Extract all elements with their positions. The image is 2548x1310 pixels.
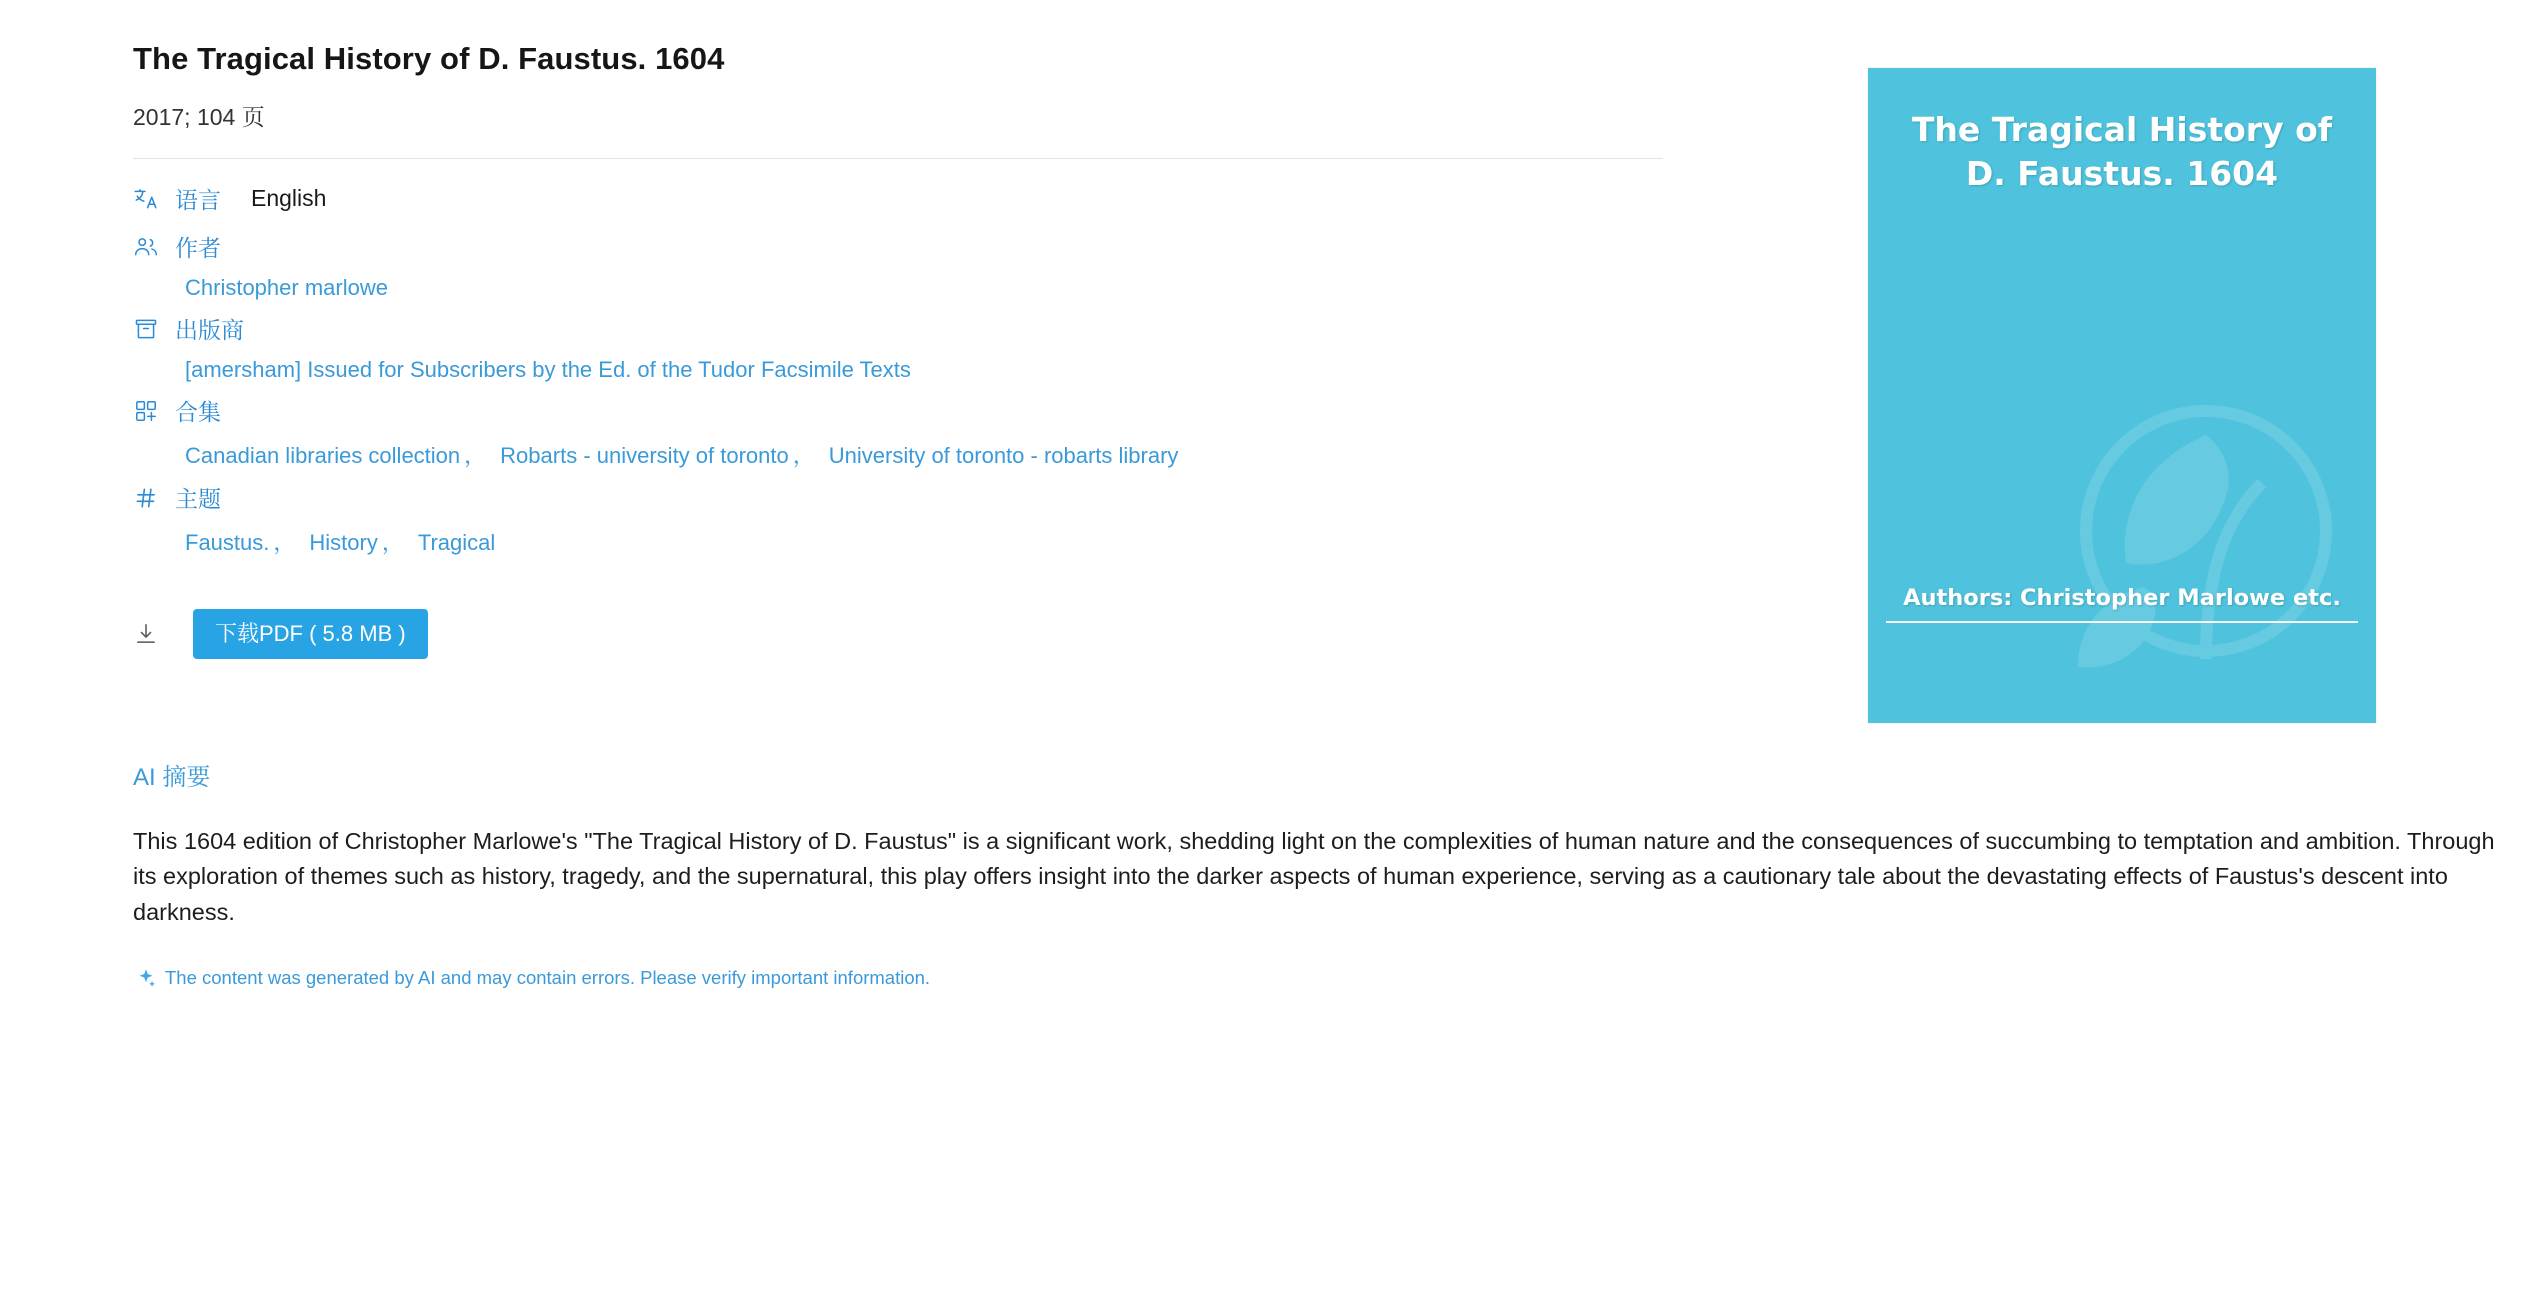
metadata-row-language bbox=[133, 179, 1663, 219]
value-separator: ， bbox=[464, 442, 487, 468]
value-separator: ， bbox=[273, 529, 296, 555]
metadata-label: 主题 bbox=[175, 486, 221, 513]
ai-summary-text: This 1604 edition of Christopher Marlowe's "The Tragical History of D. Faustus" is a significant work, shedding light on the complexities of human nature and the consequences of succumbing to temptation and ambition. Through its exploration of themes such as history, tragedy, and the supernatural, this play offers insight into the darker aspects of human experience, serving as a cautionary tale about the devastating effects of Faustus's descent into darkness. bbox=[133, 827, 2495, 926]
book-cover-image bbox=[1868, 68, 2376, 723]
subject-link[interactable]: Faustus. bbox=[185, 529, 270, 555]
ai-disclaimer bbox=[133, 965, 1663, 991]
metadata-values bbox=[133, 526, 1663, 557]
collection-link[interactable]: Canadian libraries collection bbox=[185, 442, 461, 468]
document-subtitle: 2017; 104 页 bbox=[133, 103, 265, 130]
collection-icon bbox=[133, 396, 167, 426]
translate-icon bbox=[133, 184, 167, 214]
cover-title: The Tragical History of D. Faustus. 1604 bbox=[1911, 110, 2333, 193]
cover-authors: Authors: Christopher Marlowe etc. bbox=[1903, 585, 2341, 611]
sparkle-icon bbox=[133, 965, 159, 991]
hash-icon bbox=[133, 483, 167, 513]
metadata-row-authors bbox=[133, 227, 1663, 301]
cover-rule bbox=[1886, 621, 2358, 623]
publisher-link[interactable]: [amersham] Issued for Subscribers by the Ed. of the Tudor Facsimile Texts bbox=[185, 356, 911, 382]
metadata-label: 合集 bbox=[175, 399, 221, 426]
collection-link[interactable]: Robarts - university of toronto bbox=[500, 442, 789, 468]
metadata-row-header bbox=[133, 227, 1663, 267]
metadata-list bbox=[133, 179, 1663, 557]
download-row bbox=[133, 609, 1663, 659]
metadata-row-header bbox=[133, 309, 1663, 349]
ai-summary-heading: AI 摘要 bbox=[133, 763, 211, 791]
metadata-label: 作者 bbox=[175, 235, 221, 262]
metadata-value-language: English bbox=[251, 185, 327, 212]
page-title: The Tragical History of D. Faustus. 1604 bbox=[133, 41, 725, 76]
metadata-row-header bbox=[133, 478, 1663, 518]
metadata-row-collections bbox=[133, 391, 1663, 470]
header-divider bbox=[133, 158, 1663, 159]
collection-link[interactable]: University of toronto - robarts library bbox=[828, 442, 1179, 468]
metadata-values bbox=[133, 357, 1663, 383]
authors-icon bbox=[133, 232, 167, 262]
subject-link[interactable]: Tragical bbox=[417, 529, 496, 555]
publisher-icon bbox=[133, 314, 167, 344]
metadata-values bbox=[133, 275, 1663, 301]
value-separator: ， bbox=[792, 442, 815, 468]
download-icon bbox=[133, 619, 167, 649]
decorative-leaf-icon bbox=[2006, 363, 2376, 723]
metadata-values bbox=[133, 439, 1663, 470]
value-separator: ， bbox=[381, 529, 404, 555]
metadata-row-header bbox=[133, 391, 1663, 431]
ai-disclaimer-text: The content was generated by AI and may contain errors. Please verify important information. bbox=[165, 966, 931, 988]
metadata-row-subjects bbox=[133, 478, 1663, 557]
book-cover[interactable] bbox=[1868, 68, 2376, 723]
metadata-label: 语言 bbox=[175, 187, 221, 214]
author-link[interactable]: Christopher marlowe bbox=[185, 274, 388, 300]
metadata-row-publisher bbox=[133, 309, 1663, 383]
download-pdf-button[interactable]: 下载PDF ( 5.8 MB ) bbox=[193, 609, 428, 659]
metadata-row-header bbox=[133, 179, 1663, 219]
metadata-label: 出版商 bbox=[175, 317, 244, 344]
ai-summary-section bbox=[133, 757, 2495, 991]
subject-link[interactable]: History bbox=[309, 529, 378, 555]
